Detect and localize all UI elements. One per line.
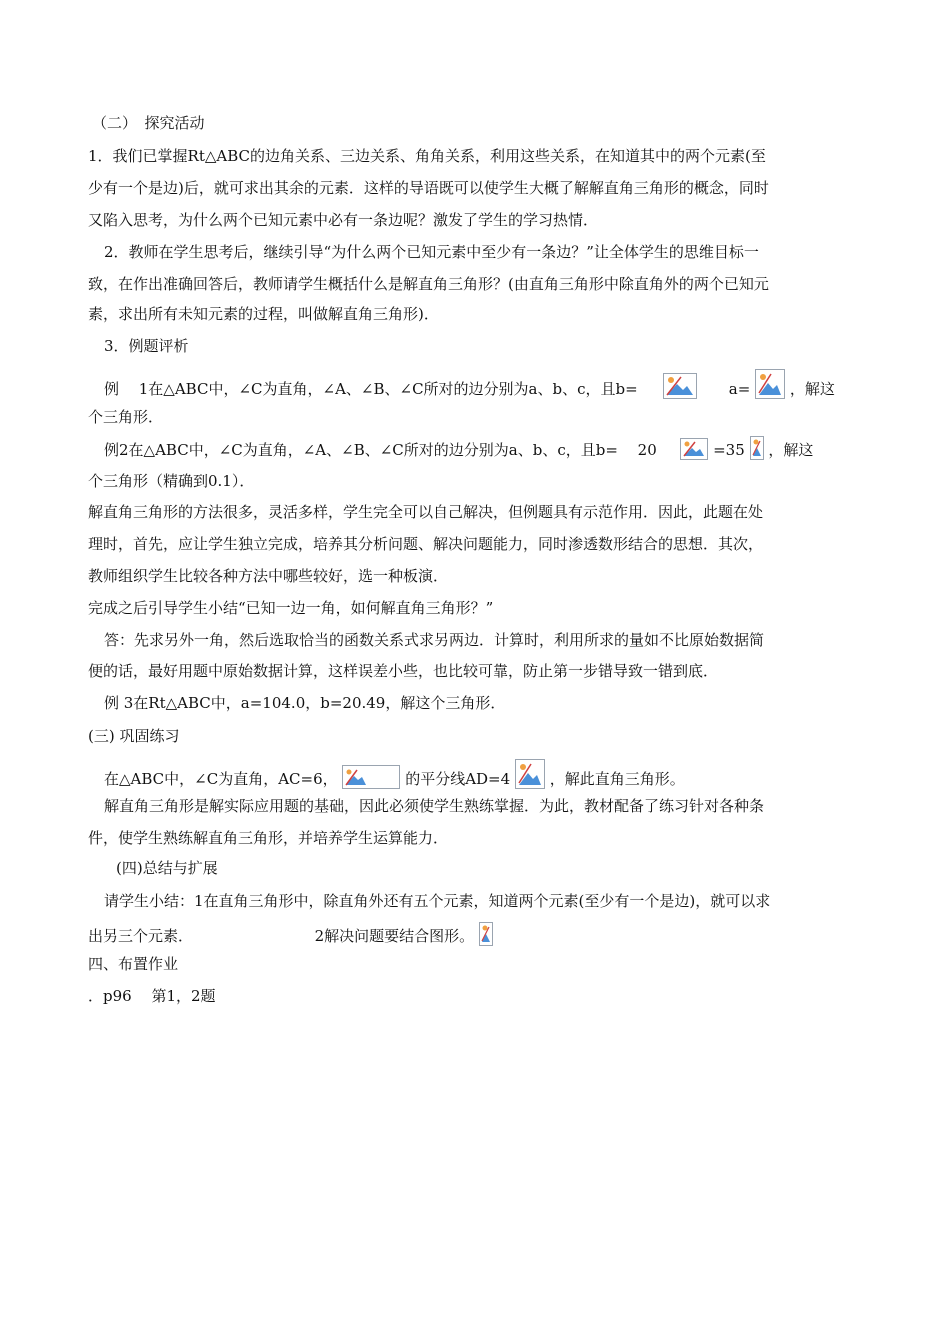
section4-heading: (四)总结与扩展 [116, 859, 218, 877]
example-2-line-2: 个三角形（精确到0.1）． [88, 472, 255, 490]
example-1-line-2: 个三角形． [88, 408, 164, 426]
summary-line-1: 请学生小结：1在直角三角形中，除直角外还有五个元素，知道两个元素(至少有一个是边)，就可以求 [104, 892, 771, 910]
broken-image-icon [479, 922, 493, 946]
example-2-text: 例2在△ABC中，∠C为直角，∠A、∠B、∠C所对的边分别为a、b、c，且b= 20 [104, 441, 657, 459]
paragraph-1-line-2: 少有一个是边)后，就可求出其余的元素．这样的导语既可以使学生大概了解解直角三角形的概念，同时 [88, 179, 769, 197]
section3-paragraph-line-2: 件，使学生熟练解直角三角形，并培养学生运算能力． [88, 829, 449, 847]
exercise-line [104, 759, 685, 788]
exercise-text: 在△ABC中，∠C为直角，AC=6， [104, 770, 338, 788]
broken-image-icon [342, 765, 400, 789]
summary-line-2b: 2解决问题要结合图形。 [314, 927, 475, 945]
example-2-value: =35 [713, 441, 745, 459]
broken-image-icon [750, 436, 764, 460]
paragraph-2-line-1: 2．教师在学生思考后，继续引导“为什么两个已知元素中至少有一条边？”让全体学生的思维目标一 [104, 243, 759, 261]
paragraph-1-line-1: 1．我们已掌握Rt△ABC的边角关系、三边关系、角角关系，利用这些关系，在知道其中的两个元素(至 [88, 147, 766, 165]
paragraph-6-line-2: 便的话，最好用题中原始数据计算，这样误差小些，也比较可靠，防止第一步错导致一错到底． [88, 662, 719, 680]
broken-image-icon [755, 369, 785, 399]
broken-image-icon [680, 438, 708, 460]
example-1-tail: ，解这 [789, 380, 835, 398]
section3-paragraph-line-1: 解直角三角形是解实际应用题的基础，因此必须使学生熟练掌握．为此，教材配备了练习针对各种条 [104, 797, 765, 815]
paragraph-6-line-1: 答：先求另外一角，然后选取恰当的函数关系式求另两边．计算时，利用所求的量如不比原始数据简 [104, 631, 765, 649]
paragraph-2-line-2: 致，在作出准确回答后，教师请学生概括什么是解直角三角形？(由直角三角形中除直角外的两个已知元 [88, 275, 769, 293]
paragraph-4-line-3: 教师组织学生比较各种方法中哪些较好，选一种板演． [88, 567, 449, 585]
paragraph-4-line-2: 理时，首先，应让学生独立完成，培养其分析问题、解决问题能力，同时渗透数形结合的思想．其次， [88, 535, 764, 553]
paragraph-5: 完成之后引导学生小结“已知一边一角，如何解直角三角形？” [88, 599, 494, 617]
paragraph-4-line-1: 解直角三角形的方法很多，灵活多样，学生完全可以自己解决，但例题具有示范作用．因此，此题在处 [88, 503, 764, 521]
example-1-line-1 [104, 369, 835, 398]
homework-heading: 四、布置作业 [88, 955, 179, 973]
section2-heading: （二） 探究活动 [92, 114, 205, 132]
example-2-tail: ，解这 [768, 441, 814, 459]
broken-image-icon [663, 373, 697, 399]
summary-line-2a: 出另三个元素． [88, 927, 194, 945]
section3-heading: (三) 巩固练习 [88, 727, 180, 745]
paragraph-1-line-3: 又陷入思考，为什么两个已知元素中必有一条边呢？激发了学生的学习热情． [88, 211, 599, 229]
example-1-a-label: a= [728, 380, 751, 398]
exercise-bisector: 的平分线AD=4 [405, 770, 511, 788]
paragraph-2-line-3: 素，求出所有未知元素的过程，叫做解直角三角形)． [88, 305, 439, 323]
broken-image-icon [515, 759, 545, 789]
example-1-text: 例 1在△ABC中，∠C为直角，∠A、∠B、∠C所对的边分别为a、b、c，且b= [104, 380, 638, 398]
example-3: 例 3在Rt△ABC中，a=104.0，b=20.49，解这个三角形． [104, 694, 506, 712]
example-heading: 3．例题评析 [104, 337, 189, 355]
summary-line-2 [88, 922, 493, 945]
exercise-tail: ，解此直角三角形。 [549, 770, 685, 788]
homework-item: ．p96 第1，2题 [88, 987, 216, 1005]
example-2-line-1 [104, 436, 814, 459]
